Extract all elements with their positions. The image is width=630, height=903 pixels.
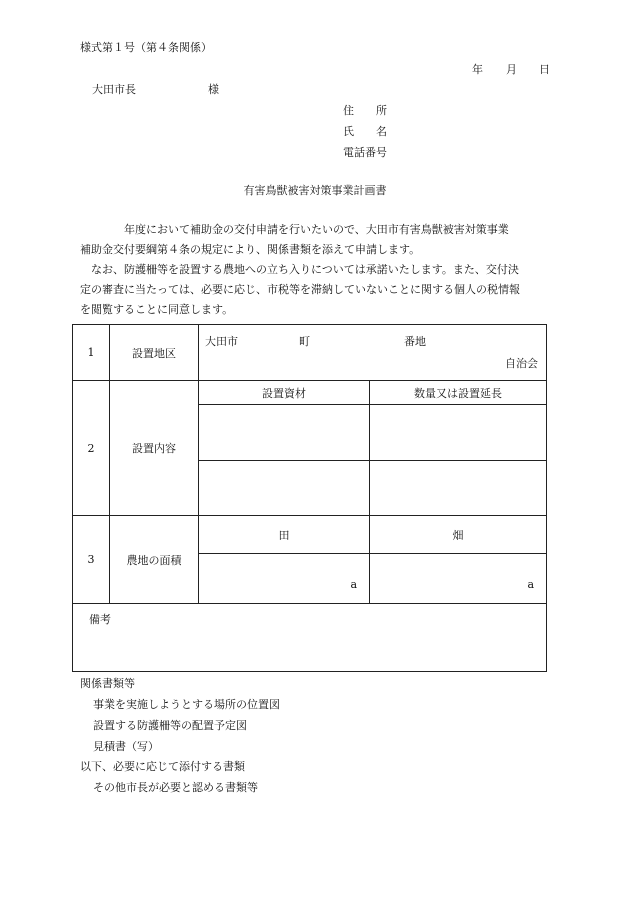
addressee-name: 大田市長	[92, 83, 136, 96]
location-town: 町	[299, 335, 310, 348]
row-area-header	[73, 516, 547, 554]
paragraph-line: なお、防護柵等を設置する農地への立ち入りについては承諾いたします。また、交付決	[80, 263, 519, 276]
remarks-label: 備考	[89, 613, 111, 626]
row-remarks	[73, 604, 547, 672]
location-lot: 番地	[404, 335, 426, 348]
field-area-cell[interactable]	[370, 554, 547, 604]
paddy-area-cell[interactable]	[199, 554, 370, 604]
conditional-heading: 以下、必要に応じて添付する書類	[80, 760, 245, 773]
material-cell[interactable]	[199, 405, 370, 461]
paragraph-line: 年度において補助金の交付申請を行いたいので、大田市有害鳥獣被害対策事業	[80, 223, 509, 236]
row-location	[73, 325, 547, 381]
col-header-field: 畑	[370, 516, 547, 554]
addressee-honorific: 様	[208, 83, 219, 96]
location-city: 大田市	[205, 335, 238, 348]
paragraph-line: を閲覧することに同意します。	[80, 303, 234, 316]
row-label: 設置地区	[110, 325, 199, 381]
document-item: 事業を実施しようとする場所の位置図	[93, 698, 280, 711]
remarks-field[interactable]	[73, 604, 547, 672]
quantity-cell[interactable]	[370, 405, 547, 461]
unit-are: a	[350, 578, 357, 591]
row-label: 農地の面積	[110, 516, 199, 604]
applicant-phone-label: 電話番号	[343, 146, 387, 159]
material-cell[interactable]	[199, 461, 370, 516]
form-number: 様式第１号（第４条関係）	[80, 41, 212, 54]
paragraph-consent	[80, 260, 555, 320]
document-item: その他市長が必要と認める書類等	[93, 781, 258, 794]
date-month: 月	[506, 63, 517, 76]
col-header-paddy: 田	[199, 516, 370, 554]
documents-heading: 関係書類等	[80, 677, 135, 690]
location-assoc: 自治会	[505, 357, 538, 370]
quantity-cell[interactable]	[370, 461, 547, 516]
document-title: 有害鳥獣被害対策事業計画書	[243, 184, 387, 197]
location-field[interactable]	[199, 325, 547, 381]
applicant-name-label: 氏 名	[343, 125, 387, 138]
date-day: 日	[539, 63, 550, 76]
applicant-address-label: 住 所	[343, 104, 387, 117]
col-header-quantity: 数量又は設置延長	[370, 381, 547, 405]
row-number: 3	[73, 516, 110, 604]
document-item: 見積書（写）	[93, 740, 159, 753]
date-year: 年	[472, 63, 483, 76]
row-number: 1	[73, 325, 110, 381]
document-item: 設置する防護柵等の配置予定図	[93, 719, 247, 732]
row-number: 2	[73, 381, 110, 516]
row-contents-header	[73, 381, 547, 405]
unit-are: a	[527, 578, 534, 591]
row-label: 設置内容	[110, 381, 199, 516]
paragraph-request	[80, 220, 555, 260]
paragraph-line: 補助金交付要綱第４条の規定により、関係書類を添えて申請します。	[80, 243, 421, 256]
col-header-material: 設置資材	[199, 381, 370, 405]
paragraph-line: 定の審査に当たっては、必要に応じ、市税等を滞納していないことに関する個人の税情報	[80, 283, 520, 296]
plan-table	[72, 324, 547, 672]
